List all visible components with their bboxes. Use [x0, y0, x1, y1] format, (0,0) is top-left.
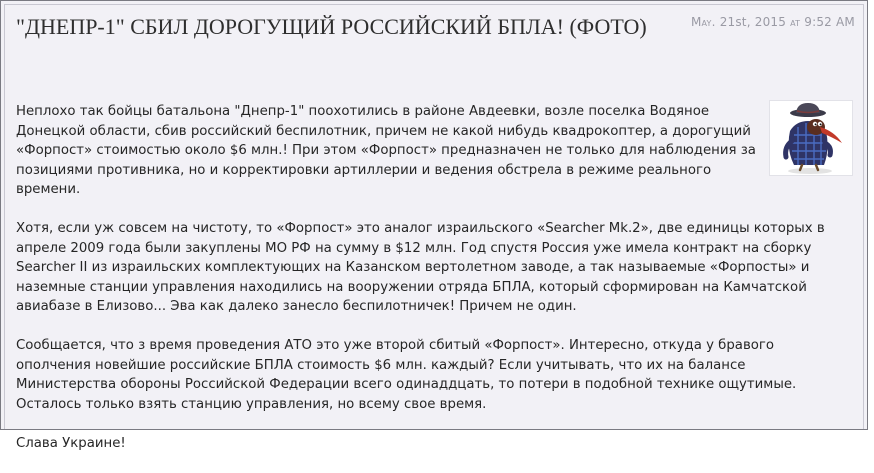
post-date — [691, 15, 855, 29]
post-date-year: , 2015 — [746, 15, 787, 29]
post-body — [16, 102, 846, 473]
post-paragraph-2: Хотя, если уж совсем на чистоту, то «Форпост» это аналог израильского «Searcher Mk.2», две единицы которых в апреле 2009 года были закуплены МО РФ на сумму в $12 млн. Год спустя Россия уже имела контракт на сборку Searcher II из израильских комплектующих на Казанском вертолетном заводе, а так называемые «Форпосты» и наземные станции управления находились на вооружении отряда БПЛА, который сформирован на Камчатской авиабазе в Елизово... Эва как далеко занесло беспилотничек! Причем не один. — [16, 221, 825, 314]
post-date-month: May. — [690, 15, 716, 29]
post-paragraph-1: Неплохо так бойцы батальона "Днепр-1" поохотились в районе Авдеевки, возле поселка Водяное Донецкой области, сбив российский беспилотник, причем не какой нибудь квадрокоптер, а дорогущий «Форпост» стоимостью около $6 млн.! При этом «Форпост» предназначен не только для наблюдения за позициями противника, но и корректировки артиллерии и ведения обстрела в режиме реального времени. — [16, 104, 756, 197]
post-date-at: at — [790, 15, 801, 29]
post-date-time: 9:52 AM — [804, 15, 855, 29]
post-paragraph-4: Слава Украине! — [16, 435, 126, 451]
post-paragraph-3: Сообщается, что з время проведения АТО это уже второй сбитый «Форпост». Интересно, откуда у бравого ополчения новейшие российские БПЛА стоимость $6 млн. каждый? Если учитывать, что их на балансе Министерства обороны Российской Федерации всего одинаддцать, то потери в подобной технике ощутимые. Осталось только взять станцию управления, но всему свое время. — [16, 338, 797, 412]
post-title: "ДНЕПР-1" СБИЛ ДОРОГУЩИЙ РОССИЙСКИЙ БПЛА! (ФОТО) — [16, 14, 647, 39]
post-entry — [4, 4, 864, 451]
post-date-day: 21st — [719, 15, 747, 29]
